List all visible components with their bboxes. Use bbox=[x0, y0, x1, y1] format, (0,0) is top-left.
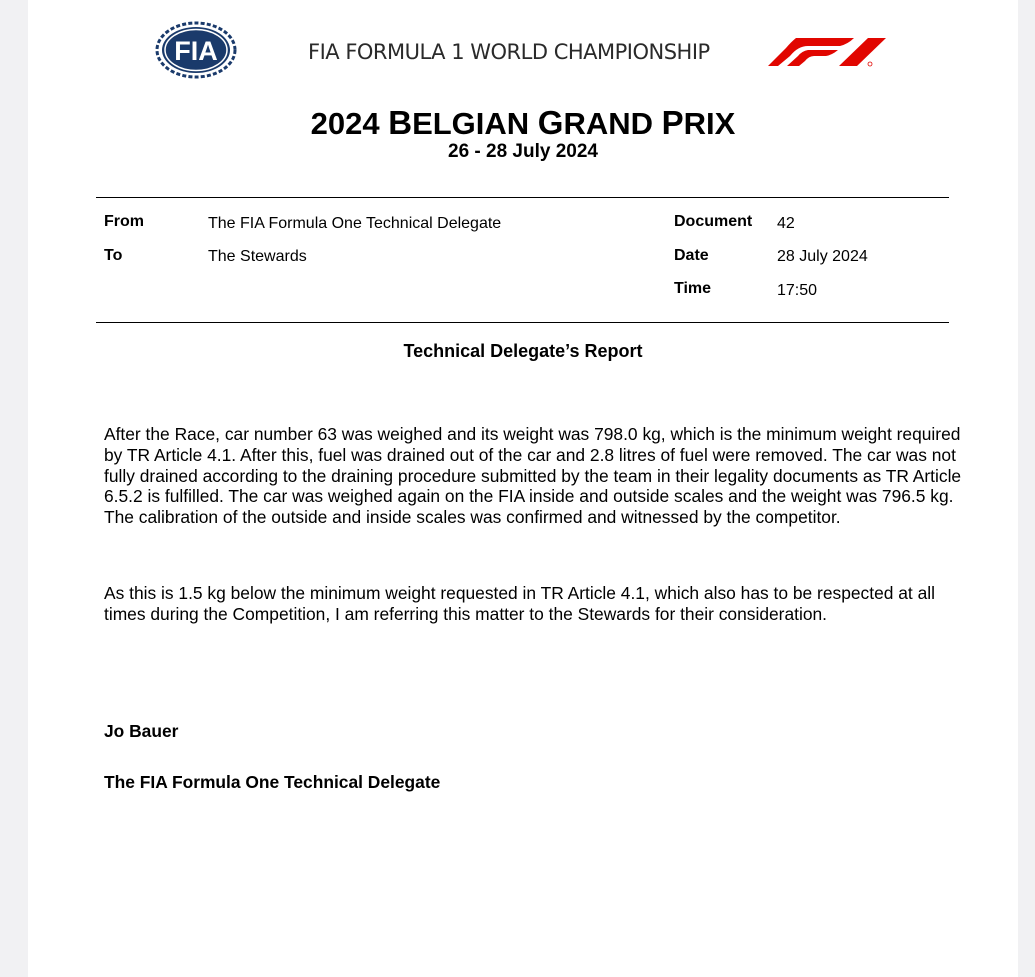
report-paragraph-1: After the Race, car number 63 was weighed and its weight was 798.0 kg, which is the minimum weight required by TR Article 4.1. After this, fuel was drained out of the car and 2.8 litres of fuel were removed. The car was not fully drained according to the draining procedure submitted by the team in their legality documents as TR Article 6.5.2 is fulfilled. The car was weighed again on the FIA inside and outside scales and the weight was 796.5 kg. The calibration of the outside and inside scales was confirmed and witnessed by the competitor. bbox=[104, 424, 962, 528]
report-paragraph-2: As this is 1.5 kg below the minimum weight requested in TR Article 4.1, which also has to be respected at all times during the Competition, I am referring this matter to the Stewards for their consideration. bbox=[104, 583, 935, 624]
championship-title: FIA FORMULA 1 WORLD CHAMPIONSHIP bbox=[308, 40, 710, 64]
fia-logo-text: FIA bbox=[174, 36, 218, 66]
date-value: 28 July 2024 bbox=[777, 248, 868, 265]
date-label: Date bbox=[674, 247, 709, 264]
signatory-name: Jo Bauer bbox=[104, 721, 179, 741]
header-divider-top bbox=[96, 197, 949, 198]
from-value: The FIA Formula One Technical Delegate bbox=[208, 215, 502, 232]
document-page bbox=[28, 0, 1018, 977]
from-label: From bbox=[104, 213, 144, 230]
time-value: 17:50 bbox=[777, 282, 818, 299]
f1-logo bbox=[768, 34, 890, 68]
time-label: Time bbox=[674, 280, 712, 297]
event-title: 2024 BELGIAN GRAND PRIX bbox=[310, 104, 736, 141]
to-label: To bbox=[104, 247, 123, 264]
fia-logo bbox=[154, 20, 238, 80]
signatory-role: The FIA Formula One Technical Delegate bbox=[104, 772, 441, 792]
report-title: Technical Delegate’s Report bbox=[403, 341, 643, 361]
event-dates: 26 - 28 July 2024 bbox=[448, 141, 598, 162]
document-number: 42 bbox=[777, 215, 795, 232]
document-label: Document bbox=[674, 213, 753, 230]
to-value: The Stewards bbox=[208, 248, 307, 265]
header-divider-bottom bbox=[96, 322, 949, 323]
